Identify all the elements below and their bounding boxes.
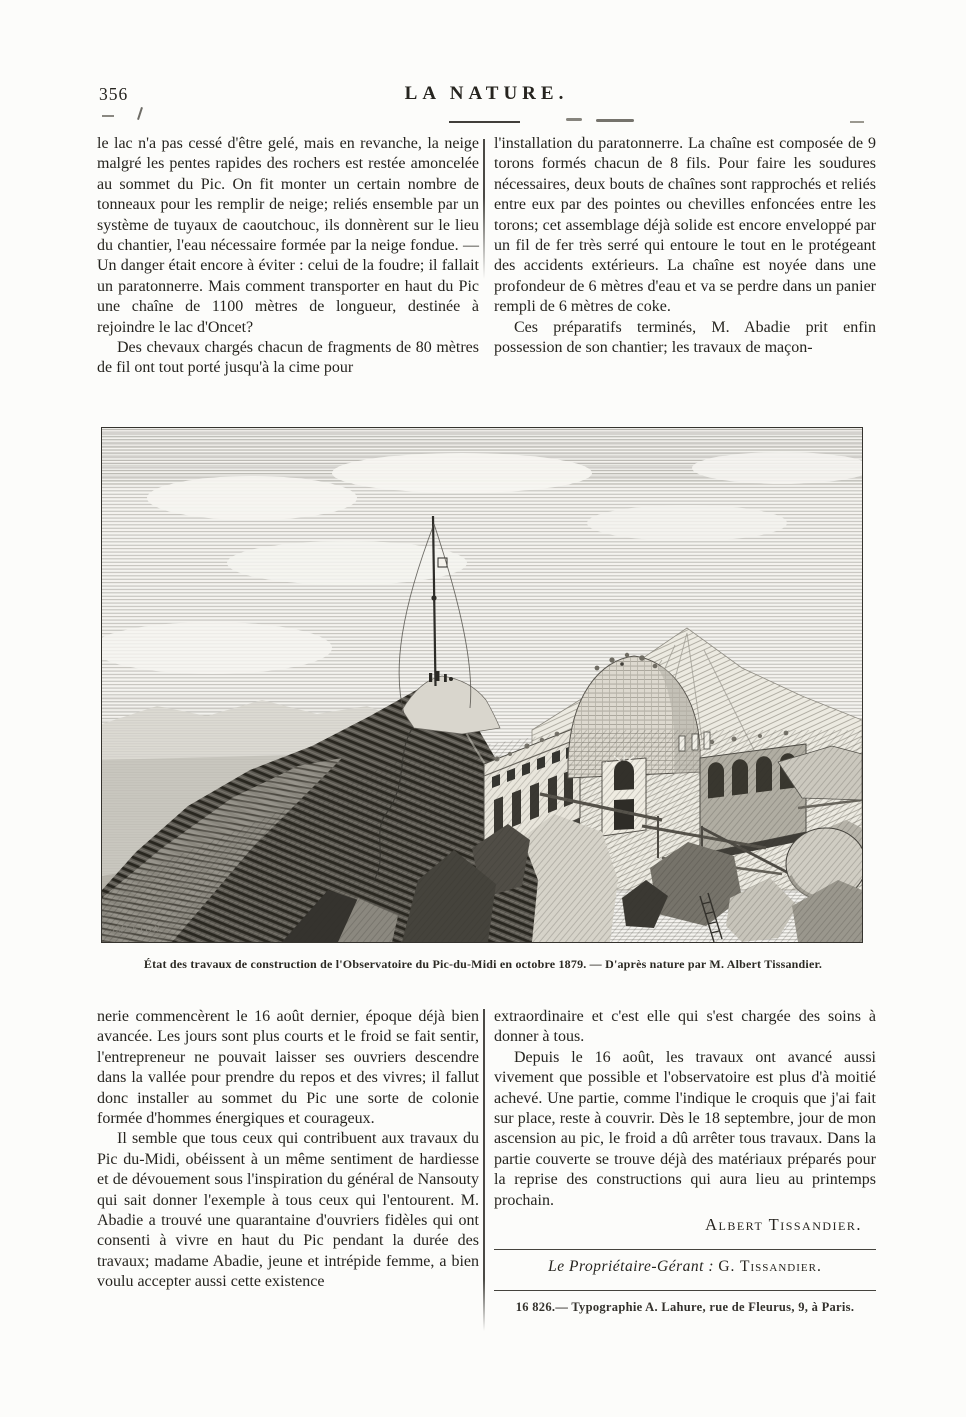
- journal-title: LA NATURE.: [404, 83, 569, 104]
- title-rule: [449, 121, 520, 123]
- article-top-col1: [97, 134, 479, 379]
- paragraph: nerie commencèrent le 16 août dernier, époque déjà bien avancée. Les jours sont plus courts et le froid se fait sentir, l'entrepreneur ne pouvait laisser ses ouvriers descendre dans la vallée pour prendre du repos et des vivres; il fallut donc installer au sommet du Pic une sorte de colonie formée d'hommes énergiques et courageux.: [97, 1008, 479, 1128]
- paragraph: le lac n'a pas cessé d'être gelé, mais en revanche, la neige malgré les pentes rapides des rochers est restée amoncelée au sommet du Pic. On fit monter un certain nombre de tonneaux pour les remplir de neige; reliés ensemble par un système de tuyaux de caoutchouc, ils donnèrent sur le lieu du chantier, l'eau nécessaire formée par la neige fondue. — Un danger était encore à éviter : celui de la foudre; il fallait un paratonnerre. Mais comment transporter en haut du Pic une chaîne de 1100 mètres de longueur, destinée à rejoindre le lac d'Oncet?: [97, 135, 479, 336]
- article-top: [97, 134, 876, 379]
- scan-artifact: [850, 121, 864, 123]
- article-bottom: [97, 1007, 876, 1315]
- paragraph: Des chevaux chargés chacun de fragments de 80 mètres de fil ont tout porté jusqu'à la cime pour: [97, 339, 479, 377]
- author-signature: Albert Tissandier.: [705, 1215, 862, 1235]
- footer-rule: [494, 1249, 876, 1250]
- scan-artifact: [566, 118, 582, 121]
- scan-artifact: [137, 107, 143, 120]
- page-number: 356: [99, 84, 129, 104]
- gerant-label: Le Propriétaire-Gérant :: [548, 1258, 719, 1276]
- footer-rule: [494, 1290, 876, 1291]
- engraving-frame: [101, 427, 863, 943]
- gerant-name: G. Tissandier.: [718, 1258, 822, 1276]
- figure-caption: État des travaux de construction de l'Observatoire du Pic-du-Midi en octobre 1879. — D'après nature par M. Albert Tissandier.: [143, 957, 823, 971]
- paragraph: Ces préparatifs terminés, M. Abadie prit enfin possession de son chantier; les travaux de maçon-: [494, 318, 876, 357]
- paragraph: Il semble que tous ceux qui contribuent aux travaux du Pic du-Midi, obéissent à un même sentiment de hardiesse et de dévouement sous l'inspiration du général de Nansouty qui sait donner l'exemple à tous ceux qui l'entourent. M. Abadie a trouvé une quarantaine d'ouvriers fidèles qui ont consenti à vivre en haut du Pic pendant la durée des travaux; madame Abadie, jeune et intrépide femme, a bien voulu accepter aussi cette existence: [97, 1130, 479, 1291]
- gerant-line: [494, 1258, 876, 1276]
- paragraph: l'installation du paratonnerre. La chaîne est composée de 9 torons formés chacun de 8 fils. Pour faire les soudures nécessaires, deux bouts de chaînes sont rapprochés et reliés entre eux par des pointes ou chevilles enfoncées entre les torons; cet assemblage déjà solide est encore enveloppé par un fil de fer très serré qui entoure le tout en le protégeant des accidents extérieurs. La chaîne est noyée dans une profondeur de 6 mètres d'eau et va se perdre dans un panier rempli de 6 mètres de coke.: [494, 135, 876, 316]
- article-bottom-col2: [494, 1007, 876, 1315]
- engraver-signature: SMEETON: [110, 924, 161, 934]
- article-top-col2: [494, 134, 876, 379]
- article-bottom-col1: [97, 1007, 479, 1315]
- scan-artifact: [596, 119, 634, 122]
- imprint-line: 16 826.— Typographie A. Lahure, rue de Fleurus, 9, à Paris.: [515, 1300, 855, 1315]
- paragraph: extraordinaire et c'est elle qui s'est chargée des soins à donner à tous.: [494, 1008, 876, 1046]
- paragraph: Depuis le 16 août, les travaux ont avancé aussi vivement que possible et l'observatoire est plus d'à moitié achevé. Une partie, comme l'indique le croquis que j'ai fait sur place, reste à couvrir. Dès le 18 septembre, jour de mon ascension au pic, le froid a dû arrêter tous travaux. Dans la partie couverte se trouve déjà des matériaux préparés pour la reprise des constructions qui aura lieu au printemps prochain.: [494, 1048, 876, 1209]
- engraving-illustration: [102, 428, 862, 942]
- scan-artifact: [102, 115, 114, 117]
